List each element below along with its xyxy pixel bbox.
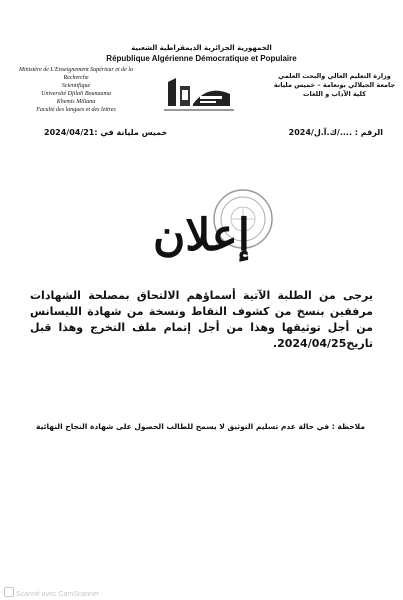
camscanner-icon: [4, 587, 14, 597]
ministry-fr-line: Scientifique: [61, 83, 91, 89]
ministry-ar-line: جامعة الجيلالي بونعامة – خميس مليانة: [273, 81, 396, 89]
reference-number: الرقم : ..../ك.آ.ل/2024: [288, 128, 383, 137]
ministry-ar-line: وزارة التعليم العالي والبحث العلمي: [278, 72, 391, 80]
republic-arabic: الجمهورية الجزائرية الديمقراطية الشعبية: [131, 44, 272, 52]
announcement-note: ملاحظة : في حالة عدم تسليم التوثيق لا يسمح للطالب الحصول على شهادة النجاح النهائية: [36, 422, 365, 431]
ministry-fr-line: Faculté des langues et des lettres: [36, 107, 116, 113]
scanner-watermark: [4, 587, 99, 598]
announcement-body: يرجى من الطلبة الآتية أسماؤهم الالتحاق بمصلحة الشهادات مرفقين بنسخ من كشوف النقاط ونسخة من شهادة الليسانس من أجل توثيقها وهذا من أجل إتمام ملف التخرج وهذا قبل تاريخ2024/04/25.: [30, 289, 373, 350]
ministry-ar-line: كلية الآداب و اللغات: [303, 90, 366, 98]
announcement-title: إعلان: [152, 210, 251, 261]
ministry-fr-line: Khemis Miliana: [56, 99, 96, 105]
ministry-arabic-block: [272, 72, 397, 99]
document-date: خميس مليانة في :2024/04/21: [44, 128, 168, 137]
ministry-french-block: [6, 66, 146, 114]
republic-french: République Algérienne Démocratique et Populaire: [106, 54, 297, 63]
scanner-text: Scanné avec CamScanner: [16, 591, 100, 598]
ministry-fr-line: Université Djilali Bounaama: [41, 91, 111, 97]
university-logo: [160, 76, 238, 114]
university-logo-icon: [160, 76, 238, 114]
ministry-fr-line: Ministère de L'Enseignement Supérieur et de la Recherche: [18, 67, 134, 81]
